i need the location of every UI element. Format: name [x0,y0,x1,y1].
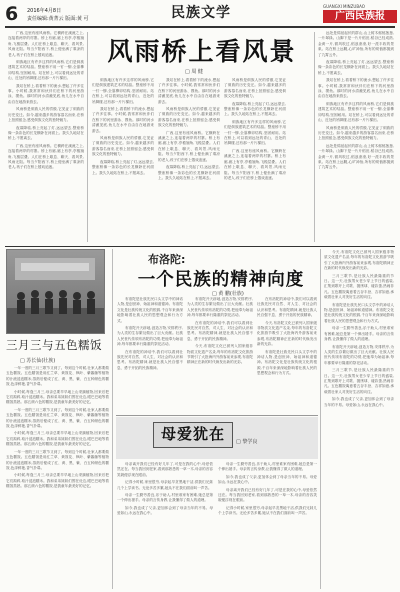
article-1-author: □ 周 健 [185,69,203,75]
page-number: 6 [5,3,19,25]
masthead-pinyin: GUANGXI MINZUBAO [323,4,365,9]
article-3-col-2: 布洛陀开天辟地,创造万物,安排秩序,为人类的生存繁衍做出了巨大贡献。壮族人民世代传颂布洛陀的功绩,把他奉为始祖神,每年都要举行隆重的祭祀活动。 在布洛陀的神话中,我们可以看到壮族先民对自然、对人生、对社会的认识和思考。布洛陀精神,就是壮族人民自强不息、勇于开拓的民族精神。 今天,布洛陀文化已被列入国家级非物质文化遗产名录,每年的布洛陀文化旅游节吸引了大批海内外游客前来参观,布洛陀精神正在新的时代焕发出新的光彩。 [187,297,253,365]
editor-info: 责任编辑:黄菁云 版面:黄 可 [27,16,89,22]
article-4-col-1: 母亲离开我们已经有好几年了,可是在我的心中,母爱依然还在。每当我回到老家,看到那熟悉的一草一木,母亲的音容笑貌便浮现在眼前。 记得小时候,家里很穷,母亲起早贪黑地干活,供我们兄妹几个上学读书。无论多苦多累,她从不在我们面前叫一声苦。 母亲一生勤劳善良,乐于助人,村里谁家有困难,她总是第一个伸出援手。母亲的言传身教,让我懂得了做人的道理。 如今,我也成了父亲,更加体会到了母亲当年的不易。母爱如山,永远在我心中。 [117,462,213,516]
section-rule [5,246,395,247]
article-3-col-1: 布洛陀是壮族先民口头文学中的神话人物,是创世神、始祖神和道德神。布洛陀文化是壮族传统文化的根源,千百年来深深地影响着壮族人民的思想观念和行为方式。 布洛陀开天辟地,创造万物,安排秩序,为人类的生存繁衍做出了巨大贡献。壮族人民世代传颂布洛陀的功绩,把他奉为始祖神,每年都要举行隆重的祭祀活动。 在布洛陀的神话中,我们可以看到壮族先民对自然、对人生、对社会的认识和思考。布洛陀精神,就是壮族人民自强不息、勇于开拓的民族精神。 [117,297,183,370]
article-1-col-4: 风雨桥是侗族人民的骄傲,它见证了侗族的历史变迁。如今,越来越多的游客慕名而来,在桥上拍照留念,感受侗族文化的独特魅力。 夜幕降临,桥上亮起了灯,远远望去,整座桥像一条彩色的长龙横卧在河面上。我久久地站在桥上,不愿离去。 侗族地区有许多这样的风雨桥,它们是侗族建筑艺术的结晶。整座桥不用一钉一铆,全靠榫卯结构,坚固耐用。站在桥上,可以看到远处的青山、近处的吊脚楼,还有那一片片梯田。 广西,这里有座风雨桥。它横跨在溪流之上,连接着两岸的村寨。桥上有廊,廊上有亭,亭檐翘角,飞檐层叠。人们在桥上歇息、聊天、看风景,风雨无阻。每当夕阳西下,桥上便坐满了乘凉的老人,孩子们在桥上嬉戏追逐。 [224,78,286,180]
article-2-author: □ 苏长仙(壮族) [20,358,56,364]
article-4-author: □ 黎学良 [236,439,258,445]
article-1-col-1: 广西,这里有座风雨桥。它横跨在溪流之上,连接着两岸的村寨。桥上有廊,廊上有亭,亭檐翘角,飞檐层叠。人们在桥上歇息、聊天、看风景,风雨无阻。每当夕阳西下,桥上便坐满了乘凉的老人,孩子们在桥上嬉戏追逐。 侗族地区有许多这样的风雨桥,它们是侗族建筑艺术的结晶。整座桥不用一钉一铆,全靠榫卯结构,坚固耐用。站在桥上,可以看到远处的青山、近处的吊脚楼,还有那一片片梯田。 我站在桥上,看着桥下的流水,想起了许多往事。小时候,我常常和伙伴们在桥下的河里游泳、摸鱼。那时的河水清澈见底,鱼儿在水中自由自在地游来游去。 风雨桥是侗族人民的骄傲,它见证了侗族的历史变迁。如今,越来越多的游客慕名而来,在桥上拍照留念,感受侗族文化的独特魅力。 夜幕降临,桥上亮起了灯,远远望去,整座桥像一条彩色的长龙横卧在河面上。我久久地站在桥上,不愿离去。 广西,这里有座风雨桥。它横跨在溪流之上,连接着两岸的村寨。桥上有廊,廊上有亭,亭檐翘角,飞檐层叠。人们在桥上歇息、聊天、看风景,风雨无阻。每当夕阳西下,桥上便坐满了乘凉的老人,孩子们在桥上嬉戏追逐。 [8,31,84,170]
article-4-title-box [153,422,233,448]
divider [320,249,321,589]
page-header [5,3,397,27]
article-1-col-2: 侗族地区有许多这样的风雨桥,它们是侗族建筑艺术的结晶。整座桥不用一钉一铆,全靠榫卯结构,坚固耐用。站在桥上,可以看到远处的青山、近处的吊脚楼,还有那一片片梯田。 我站在桥上,看着桥下的流水,想起了许多往事。小时候,我常常和伙伴们在桥下的河里游泳、摸鱼。那时的河水清澈见底,鱼儿在水中自由自在地游来游去。 风雨桥是侗族人民的骄傲,它见证了侗族的历史变迁。如今,越来越多的游客慕名而来,在桥上拍照留念,感受侗族文化的独特魅力。 夜幕降临,桥上亮起了灯,远远望去,整座桥像一条彩色的长龙横卧在河面上。我久久地站在桥上,不愿离去。 [92,78,154,175]
section-rule [116,415,318,416]
article-3-title: 一个民族的精神向度 [137,270,305,290]
article-3-col-3: 在布洛陀的神话中,我们可以看到壮族先民对自然、对人生、对社会的认识和思考。布洛陀精神,就是壮族人民自强不息、勇于开拓的民族精神。 今天,布洛陀文化已被列入国家级非物质文化遗产名录,每年的布洛陀文化旅游节吸引了大批海内外游客前来参观,布洛陀精神正在新的时代焕发出新的光彩。 布洛陀是壮族先民口头文学中的神话人物,是创世神、始祖神和道德神。布洛陀文化是壮族传统文化的根源,千百年来深深地影响着壮族人民的思想观念和行为方式。 [257,297,317,376]
photo-illustration [7,250,104,333]
article-1-title: 风雨桥上看风景 [107,37,297,66]
right-col-top: 远处是绵延起伏的群山,山上树木郁郁葱葱,一片翠绿。山脚下是一片片稻田,稻谷已经成熟,金黄一片,微风吹过,稻浪滚滚,好一派丰收的景象。站在桥上远眺,心旷神怡,所有的烦恼都抛到了九霄云外。 夜幕降临,桥上亮起了灯,远远望去,整座桥像一条彩色的长龙横卧在河面上。我久久地站在桥上,不愿离去。 我站在桥上,看着桥下的流水,想起了许多往事。小时候,我常常和伙伴们在桥下的河里游泳、摸鱼。那时的河水清澈见底,鱼儿在水中自由自在地游来游去。 侗族地区有许多这样的风雨桥,它们是侗族建筑艺术的结晶。整座桥不用一钉一铆,全靠榫卯结构,坚固耐用。站在桥上,可以看到远处的青山、近处的吊脚楼,还有那一片片梯田。 风雨桥是侗族人民的骄傲,它见证了侗族的历史变迁。如今,越来越多的游客慕名而来,在桥上拍照留念,感受侗族文化的独特魅力。 远处是绵延起伏的群山,山上树木郁郁葱葱,一片翠绿。山脚下是一片片稻田,稻谷已经成熟,金黄一片,微风吹过,稻浪滚滚,好一派丰收的景象。站在桥上远眺,心旷神怡,所有的烦恼都抛到了九霄云外。 [318,31,394,170]
divider [112,249,113,589]
article-2-photo [6,249,105,334]
article-3-author: □ 黄 鹏(壮族) [212,291,244,297]
article-4-title: 母爱犹在 [160,425,225,443]
issue-date: 2016年4月8日 [27,8,62,14]
article-2-title: 三月三与五色糯饭 [6,338,102,352]
section-title: 民族文学 [171,5,231,21]
article-4-col-2: 母亲一生勤劳善良,乐于助人,村里谁家有困难,她总是第一个伸出援手。母亲的言传身教,让我懂得了做人的道理。 如今,我也成了父亲,更加体会到了母亲当年的不易。母爱如山,永远在我心中。 母亲离开我们已经有好几年了,可是在我的心中,母爱依然还在。每当我回到老家,看到那熟悉的一草一木,母亲的音容笑貌便浮现在眼前。 记得小时候,家里很穷,母亲起早贪黑地干活,供我们兄妹几个上学读书。无论多苦多累,她从不在我们面前叫一声苦。 [218,462,317,516]
right-col-bottom: 今天,布洛陀文化已被列入国家级非物质文化遗产名录,每年的布洛陀文化旅游节吸引了大批海内外游客前来参观,布洛陀精神正在新的时代焕发出新的光彩。 三月三歌节,是壮族人民最隆重的节日。这一天,壮族男女老少穿上节日的盛装,汇集到歌圩上对歌、抛绣球、碰彩蛋,热闹非凡。五色糯饭寓意着五谷丰登、吉祥如意,承载着壮家人对美好生活的向往。 布洛陀是壮族先民口头文学中的神话人物,是创世神、始祖神和道德神。布洛陀文化是壮族传统文化的根源,千百年来深深地影响着壮族人民的思想观念和行为方式。 母亲一生勤劳善良,乐于助人,村里谁家有困难,她总是第一个伸出援手。母亲的言传身教,让我懂得了做人的道理。 布洛陀开天辟地,创造万物,安排秩序,为人类的生存繁衍做出了巨大贡献。壮族人民世代传颂布洛陀的功绩,把他奉为始祖神,每年都要举行隆重的祭祀活动。 三月三歌节,是壮族人民最隆重的节日。这一天,壮族男女老少穿上节日的盛装,汇集到歌圩上对歌、抛绣球、碰彩蛋,热闹非凡。五色糯饭寓意着五谷丰登、吉祥如意,承载着壮家人对美好生活的向往。 如今,我也成了父亲,更加体会到了母亲当年的不易。母爱如山,永远在我心中。 [324,250,394,407]
article-4-header-band [116,417,318,459]
divider [314,32,315,242]
article-2-body: 一年一度的三月三歌节又到了。每到这个时候,壮家人都要做五色糯饭。五色糯饭是用红兰草、黄饭花、枫叶、紫蕃藤等植物的汁液浸泡糯米,蒸熟后便成了红、黄、黑、紫、白五种颜色的糯饭,色泽鲜艳,香气扑鼻。 小时候,每逢三月三,母亲总要早早地上山采摘植物,回来后把它们捣碎,取汁浸泡糯米。我和弟弟妹妹们围在灶边,眼巴巴地等着糯饭蒸熟。那五颜六色的糯饭,是我童年最美好的记忆。 一年一度的三月三歌节又到了。每到这个时候,壮家人都要做五色糯饭。五色糯饭是用红兰草、黄饭花、枫叶、紫蕃藤等植物的汁液浸泡糯米,蒸熟后便成了红、黄、黑、紫、白五种颜色的糯饭,色泽鲜艳,香气扑鼻。 小时候,每逢三月三,母亲总要早早地上山采摘植物,回来后把它们捣碎,取汁浸泡糯米。我和弟弟妹妹们围在灶边,眼巴巴地等着糯饭蒸熟。那五颜六色的糯饭,是我童年最美好的记忆。 一年一度的三月三歌节又到了。每到这个时候,壮家人都要做五色糯饭。五色糯饭是用红兰草、黄饭花、枫叶、紫蕃藤等植物的汁液浸泡糯米,蒸熟后便成了红、黄、黑、紫、白五种颜色的糯饭,色泽鲜艳,香气扑鼻。 小时候,每逢三月三,母亲总要早早地上山采摘植物,回来后把它们捣碎,取汁浸泡糯米。我和弟弟妹妹们围在灶边,眼巴巴地等着糯饭蒸熟。那五颜六色的糯饭,是我童年最美好的记忆。 [6,366,109,489]
article-1-col-3: 我站在桥上,看着桥下的流水,想起了许多往事。小时候,我常常和伙伴们在桥下的河里游泳、摸鱼。那时的河水清澈见底,鱼儿在水中自由自在地游来游去。 风雨桥是侗族人民的骄傲,它见证了侗族的历史变迁。如今,越来越多的游客慕名而来,在桥上拍照留念,感受侗族文化的独特魅力。 广西,这里有座风雨桥。它横跨在溪流之上,连接着两岸的村寨。桥上有廊,廊上有亭,亭檐翘角,飞檐层叠。人们在桥上歇息、聊天、看风景,风雨无阻。每当夕阳西下,桥上便坐满了乘凉的老人,孩子们在桥上嬉戏追逐。 夜幕降临,桥上亮起了灯,远远望去,整座桥像一条彩色的长龙横卧在河面上。我久久地站在桥上,不愿离去。 [158,78,220,180]
masthead: 广西民族报 [323,10,397,23]
header-rule [5,26,395,28]
article-3-title-prefix: 布洛陀: [148,253,186,266]
divider [87,32,88,242]
